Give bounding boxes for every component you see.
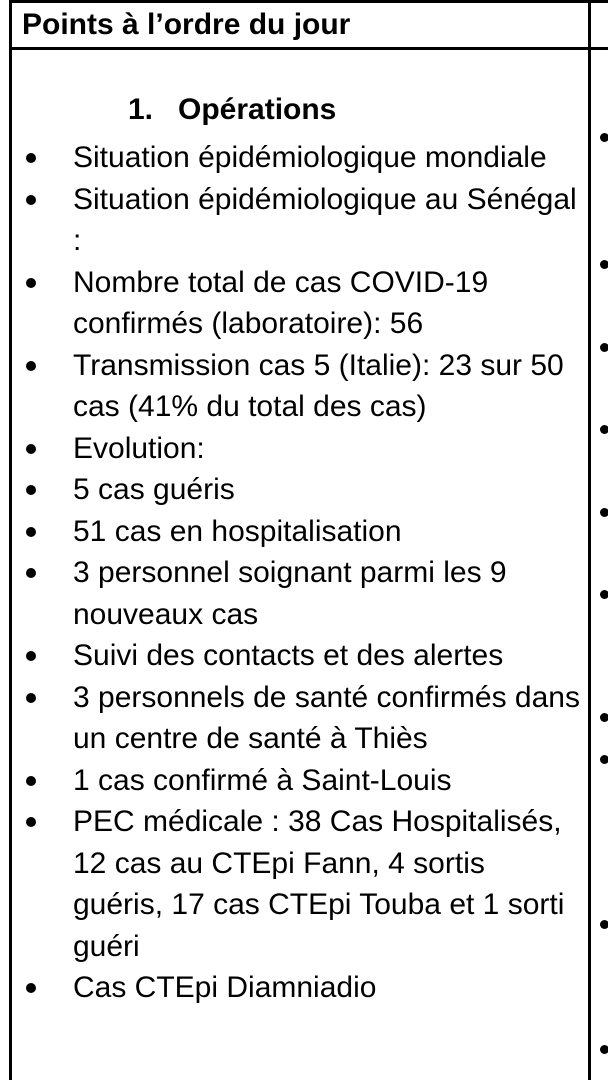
bullet-dot-icon bbox=[600, 260, 608, 269]
list-item bbox=[0, 967, 585, 1009]
list-item-text: 1 cas confirmé à Saint-Louis bbox=[73, 763, 452, 797]
bullet-dot-icon bbox=[600, 1045, 608, 1054]
list-item-text: 51 cas en hospitalisation bbox=[73, 514, 402, 548]
list-item-text: 3 personnels de santé confirmés dans un centre de santé à Thiès bbox=[73, 680, 580, 755]
list-item-text: Situation épidémiologique au Sénégal : bbox=[73, 182, 577, 257]
bullet-dot-icon bbox=[26, 444, 36, 454]
bullet-dot-icon bbox=[26, 693, 36, 703]
list-item-text: Situation épidémiologique mondiale bbox=[73, 141, 547, 174]
list-item-text: Evolution: bbox=[73, 431, 205, 465]
list-item bbox=[0, 345, 585, 428]
table-column-divider bbox=[588, 0, 591, 1080]
list-item bbox=[0, 137, 585, 179]
bullet-dot-icon bbox=[26, 278, 36, 288]
bullet-dot-icon bbox=[600, 425, 608, 434]
list-item bbox=[0, 635, 585, 677]
bullet-dot-icon bbox=[600, 508, 608, 517]
list-item bbox=[0, 511, 585, 553]
list-item-text: Transmission cas 5 (Italie): 23 sur 50 cas (41% du total des cas) bbox=[73, 348, 564, 423]
bullet-dot-icon bbox=[26, 361, 36, 371]
list-item-text: Nombre total de cas COVID-19 confirmés (laboratoire): 56 bbox=[73, 265, 489, 340]
bullet-dot-icon bbox=[26, 153, 36, 163]
bullet-dot-icon bbox=[600, 920, 608, 929]
bullet-dot-icon bbox=[26, 983, 36, 993]
list-item-text: Cas CTEpi Diamniadio bbox=[73, 971, 377, 1004]
list-item bbox=[0, 262, 585, 345]
list-item-text: 5 cas guéris bbox=[73, 473, 235, 506]
list-item bbox=[0, 760, 585, 802]
list-item-text: Suivi des contacts et des alertes bbox=[73, 639, 504, 672]
bullet-dot-icon bbox=[26, 568, 36, 578]
list-item bbox=[0, 801, 585, 967]
bullet-dot-icon bbox=[26, 195, 36, 205]
table-header: Points à l’ordre du jour bbox=[22, 8, 351, 41]
list-item bbox=[0, 469, 585, 511]
bullet-dot-icon bbox=[26, 776, 36, 786]
list-item bbox=[0, 552, 585, 635]
section-title: Opérations bbox=[178, 93, 337, 126]
bullet-dot-icon bbox=[600, 133, 608, 142]
list-item bbox=[0, 428, 585, 470]
bullet-dot-icon bbox=[26, 485, 36, 495]
bullet-dot-icon bbox=[600, 343, 608, 352]
list-item bbox=[0, 677, 585, 760]
table-header-divider bbox=[9, 47, 608, 50]
bullet-dot-icon bbox=[26, 817, 36, 827]
list-item-text: PEC médicale : 38 Cas Hospitalisés, 12 cas au CTEpi Fann, 4 sortis guéris, 17 cas CTEpi Touba et 1 sorti guéri bbox=[73, 805, 565, 963]
list-item bbox=[0, 179, 585, 262]
bullet-dot-icon bbox=[600, 713, 608, 722]
bullet-dot-icon bbox=[600, 755, 608, 764]
section-number: 1. bbox=[128, 93, 154, 126]
bullet-dot-icon bbox=[600, 590, 608, 599]
bullet-dot-icon bbox=[26, 527, 36, 537]
section-heading bbox=[128, 90, 336, 130]
list-item-text: 3 personnel soignant parmi les 9 nouveaux cas bbox=[73, 556, 507, 631]
table-border-top bbox=[9, 0, 608, 3]
bullet-dot-icon bbox=[26, 651, 36, 661]
agenda-list bbox=[0, 137, 585, 1009]
